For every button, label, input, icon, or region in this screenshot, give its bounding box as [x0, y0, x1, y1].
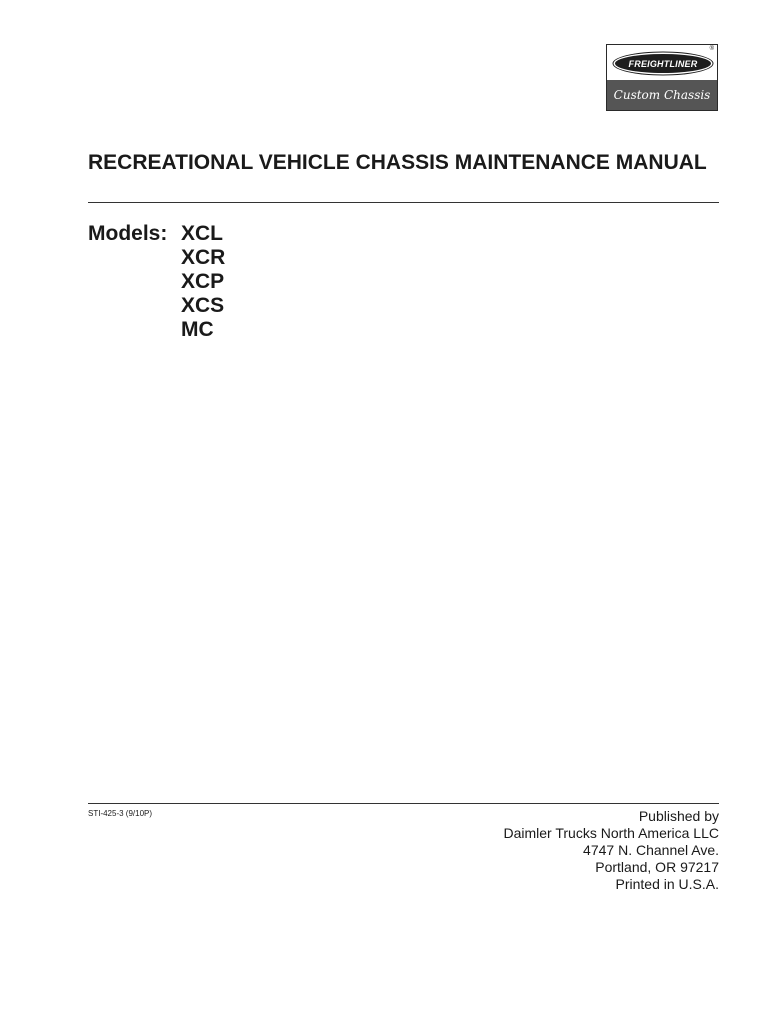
logo-top-panel	[607, 45, 717, 80]
logo-oval-badge	[615, 54, 711, 73]
freightliner-custom-chassis-logo	[606, 44, 718, 111]
models-list	[181, 222, 225, 342]
logo-wordmark: FREIGHTLINER	[628, 58, 698, 69]
logo-registered-mark: ®	[709, 46, 714, 52]
publisher-line: Printed in U.S.A.	[615, 876, 719, 892]
model-item: MC	[181, 318, 214, 341]
model-item: XCR	[181, 246, 226, 269]
logo-bottom-panel	[607, 80, 717, 110]
document-code: STI-425-3 (9/10P)	[88, 809, 153, 818]
publisher-line: 4747 N. Channel Ave.	[583, 842, 719, 858]
publisher-line: Daimler Trucks North America LLC	[503, 825, 719, 841]
footer-divider	[88, 803, 719, 804]
publisher-info	[503, 808, 719, 893]
document-title: RECREATIONAL VEHICLE CHASSIS MAINTENANCE MANUAL	[88, 151, 707, 174]
model-item: XCL	[181, 222, 223, 245]
publisher-line: Portland, OR 97217	[595, 859, 719, 875]
models-label: Models:	[88, 222, 168, 245]
model-item: XCS	[181, 294, 225, 317]
publisher-line: Published by	[638, 808, 719, 824]
title-divider	[88, 202, 719, 203]
logo-tagline: Custom Chassis	[613, 88, 711, 102]
model-item: XCP	[181, 270, 225, 293]
